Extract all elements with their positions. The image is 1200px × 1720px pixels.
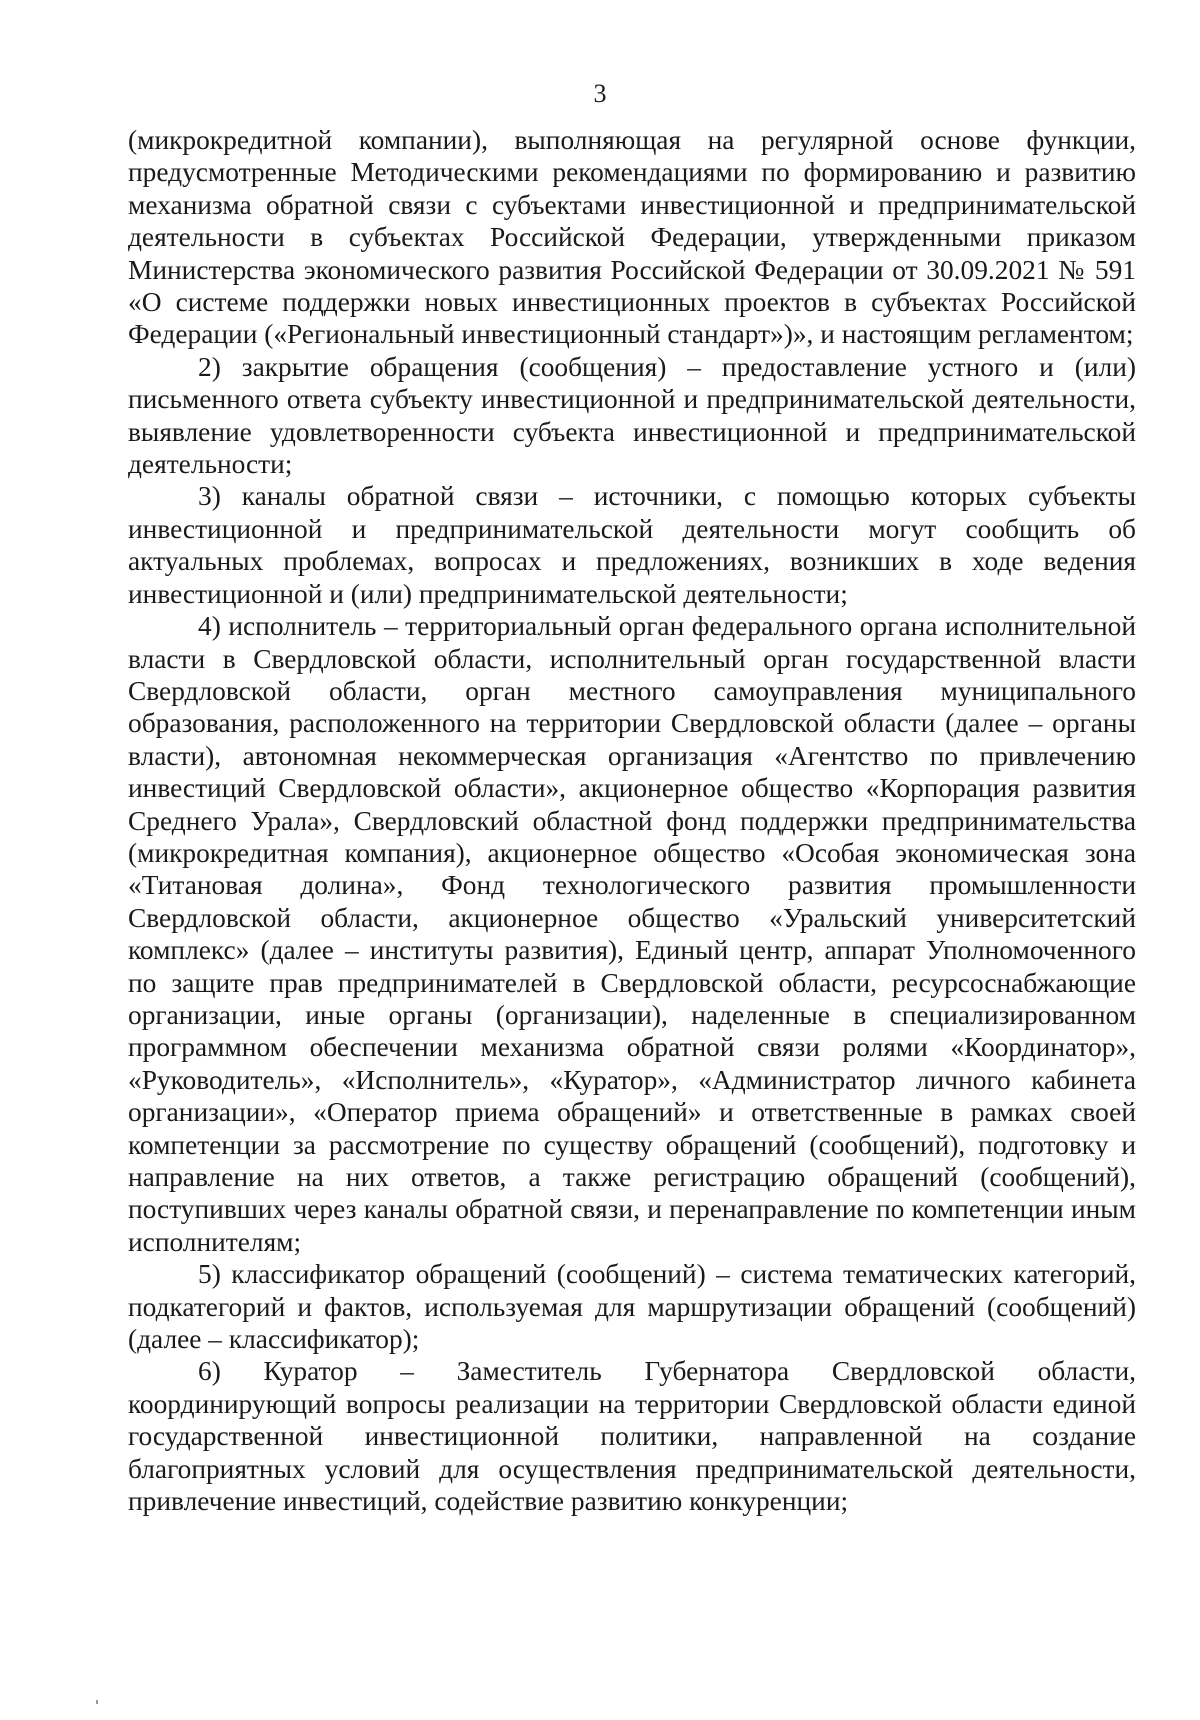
page-number: 3 (593, 79, 607, 108)
paragraph-item-5: 5) классификатор обращений (сообщений) – система тематических категорий, подкатегорий и фактов, используемая для маршрутизации обращений (сообщений) (далее – классификатор); (128, 1259, 1136, 1355)
paragraph-continuation: (микрокредитной компании), выполняющая на регулярной основе функции, предусмотренные Методическими рекомендациями по формированию и развитию механизма обратной связи с субъектами инвестиционной и предпринимательской деятельности в субъектах Российской Федерации, утвержденными приказом Министерства экономического развития Российской Федерации от 30.09.2021 № 591 «О системе поддержки новых инвестиционных проектов в субъектах Российской Федерации («Региональный инвестиционный стандарт»)», и настоящим регламентом; (128, 125, 1136, 350)
document-body (128, 124, 1136, 1517)
paragraph-item-2: 2) закрытие обращения (сообщения) – предоставление устного и (или) письменного ответа субъекту инвестиционной и предпринимательской деятельности, выявление удовлетворенности субъекта инвестиционной и предпринимательской деятельности; (128, 351, 1136, 480)
paragraph-item-6: 6) Куратор – Заместитель Губернатора Свердловской области, координирующий вопросы реализации на территории Свердловской области единой государственной инвестиционной политики, направленной на создание благоприятных условий для осуществления предпринимательской деятельности, привлечение инвестиций, содействие развитию конкуренции; (128, 1356, 1136, 1517)
paragraph-item-3: 3) каналы обратной связи – источники, с помощью которых субъекты инвестиционной и предпринимательской деятельности могут сообщить об актуальных проблемах, вопросах и предложениях, возникших в ходе ведения инвестиционной и (или) предпринимательской деятельности; (128, 481, 1136, 609)
paragraph-item-4: 4) исполнитель – территориальный орган федерального органа исполнительной власти в Свердловской области, исполнительный орган государственной власти Свердловской области, орган местного самоуправления муниципального образования, расположенного на территории Свердловской области (далее – органы власти), автономная некоммерческая организация «Агентство по привлечению инвестиций Свердловской области», акционерное общество «Корпорация развития Среднего Урала», Свердловский областной фонд поддержки предпринимательства (микрокредитная компания), акционерное общество «Особая экономическая зона «Титановая долина», Фонд технологического развития промышленности Свердловской области, акционерное общество «Уральский университетский комплекс» (далее – институты развития), Единый центр, аппарат Уполномоченного по защите прав предпринимателей в Свердловской области, ресурсоснабжающие организации, иные органы (организации), наделенные в специализированном программном обеспечении механизма обратной связи ролями «Координатор», «Руководитель», «Исполнитель», «Куратор», «Администратор личного кабинета организации», «Оператор приема обращений» и ответственные в рамках своей компетенции за рассмотрение по существу обращений (сообщений), подготовку и направление на них ответов, а также регистрацию обращений (сообщений), поступивших через каналы обратной связи, и перенаправление по компетенции иным исполнителям; (128, 611, 1136, 1257)
scan-artifact (96, 1700, 98, 1704)
